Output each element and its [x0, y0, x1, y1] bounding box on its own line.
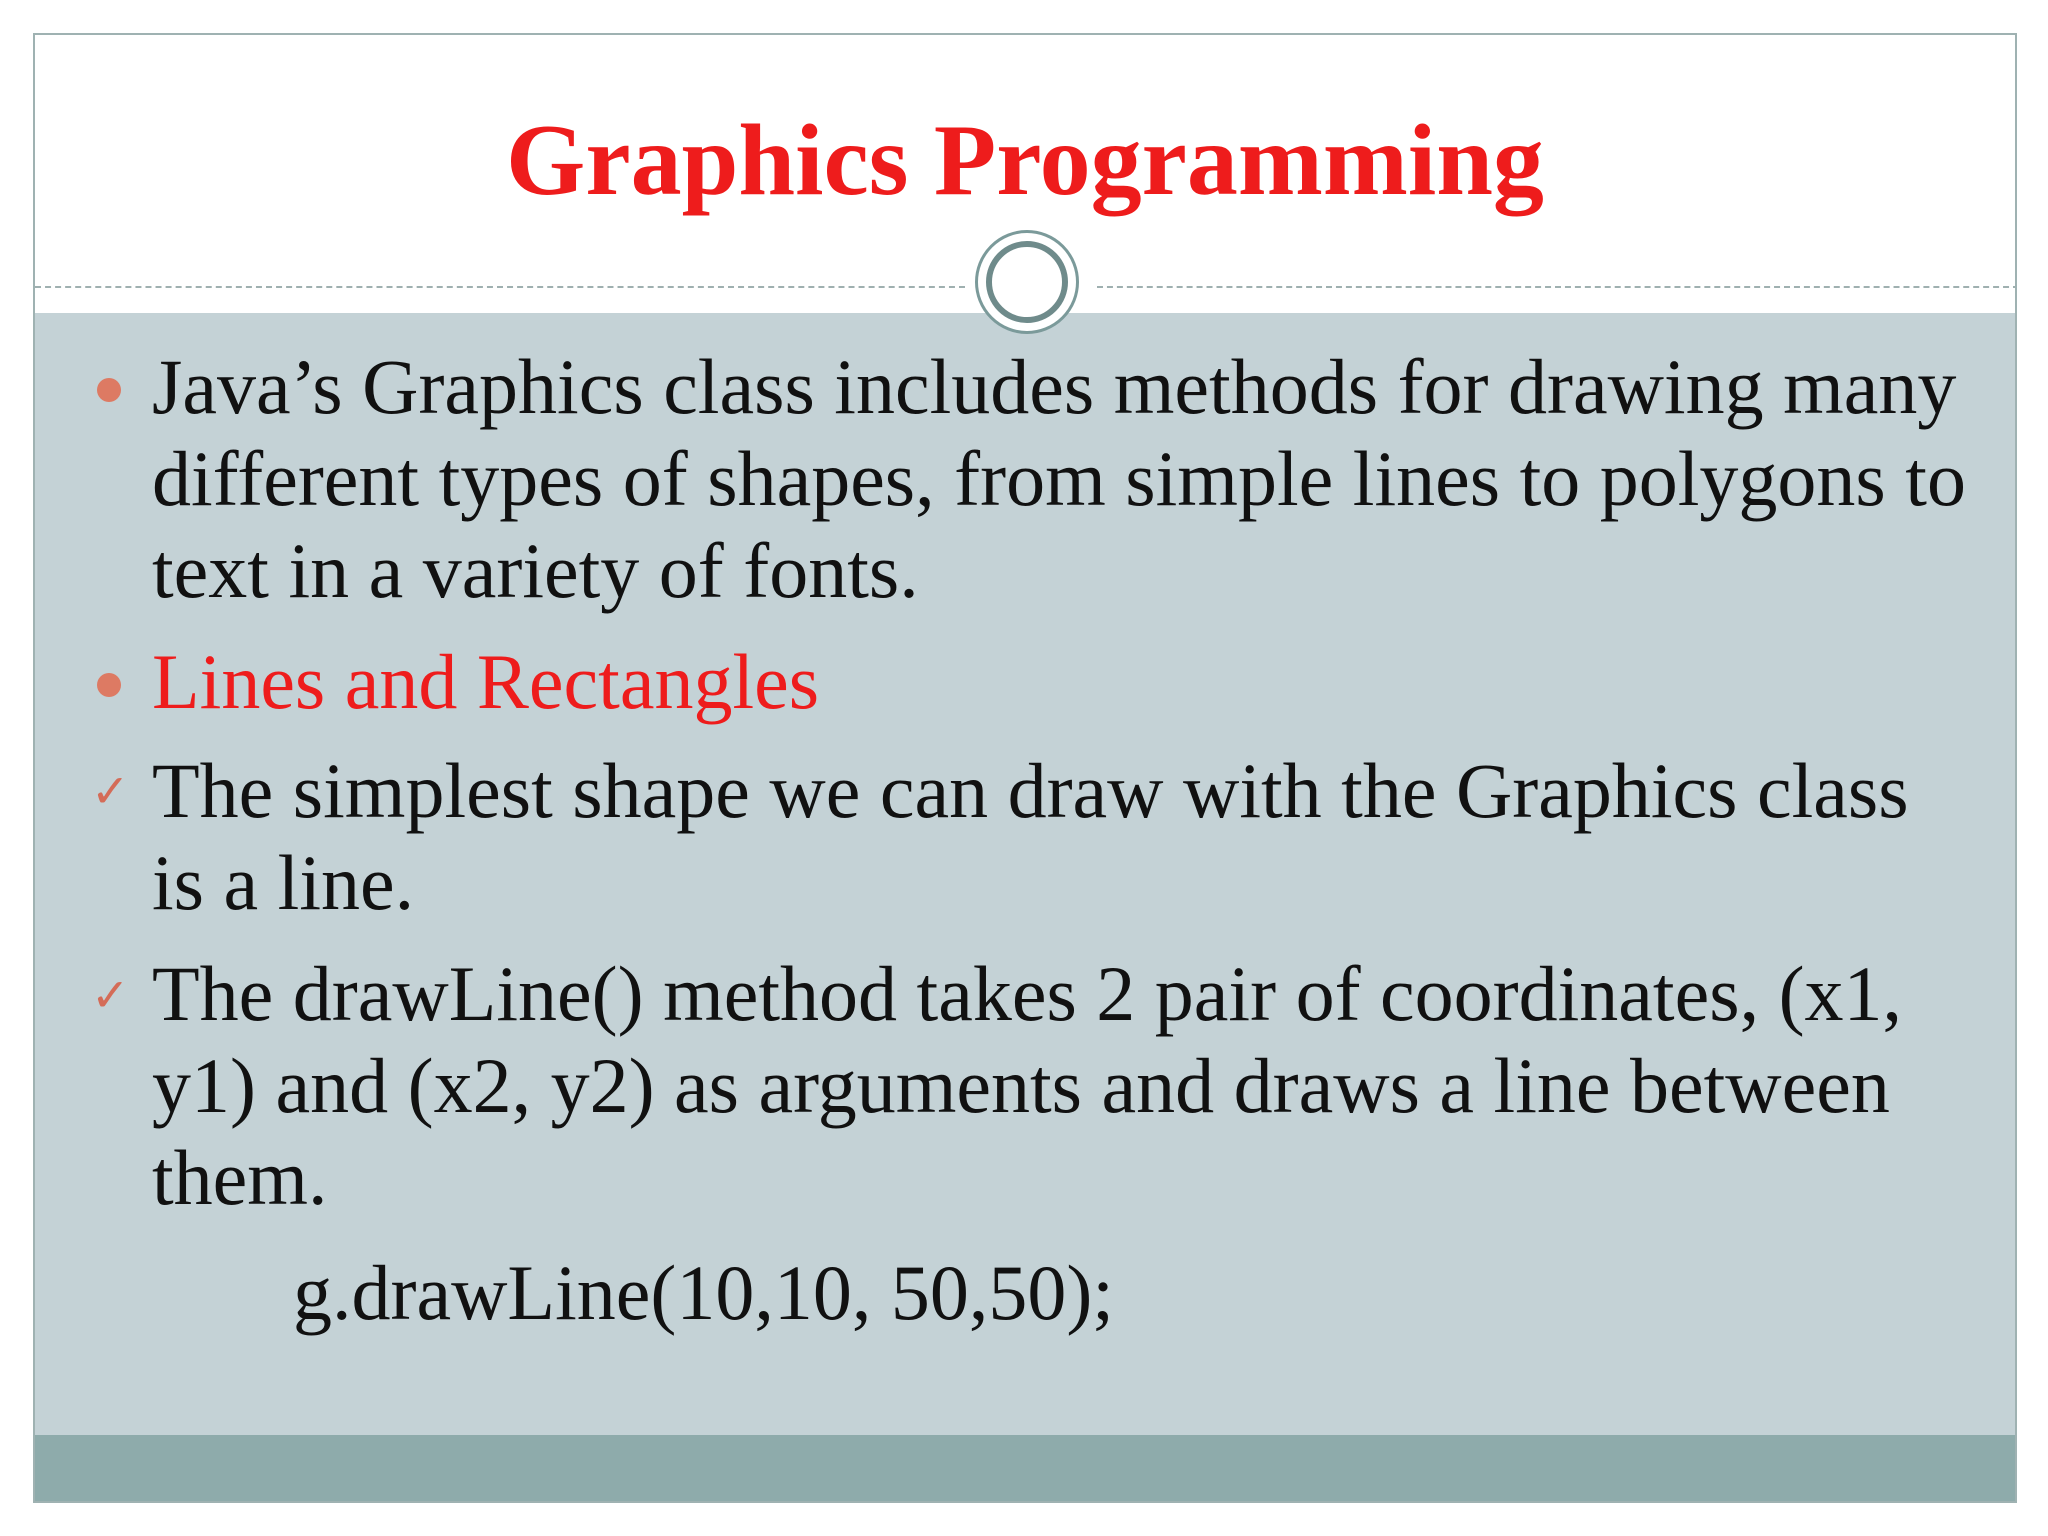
code-line: g.drawLine(10,10, 50,50);: [293, 1249, 1114, 1336]
title-divider-left: [35, 286, 965, 288]
check-item: The drawLine() method takes 2 pair of coordinates, (x1, y1) and (x2, y2) as arguments and draws a line between them.: [152, 950, 1903, 1221]
check-item: The simplest shape we can draw with the Graphics class is a line.: [152, 747, 1909, 926]
bullet-item-highlight: Lines and Rectangles: [152, 638, 820, 725]
check-icon: ✓: [91, 968, 130, 1022]
slide-title: Graphics Programming: [506, 104, 1544, 217]
slide: [33, 33, 2017, 1503]
bullet-dot-icon: [97, 378, 121, 402]
title-divider-right: [1097, 286, 2017, 288]
check-icon: ✓: [91, 764, 130, 818]
bullet-item: Java’s Graphics class includes methods for drawing many different types of shapes, from simple lines to polygons to text in a variety of fonts.: [152, 343, 1966, 614]
bullet-dot-icon: [97, 673, 121, 697]
decorative-ring-icon: [975, 230, 1079, 334]
decorative-ring-inner: [986, 241, 1068, 323]
footer-band: [35, 1435, 2015, 1503]
